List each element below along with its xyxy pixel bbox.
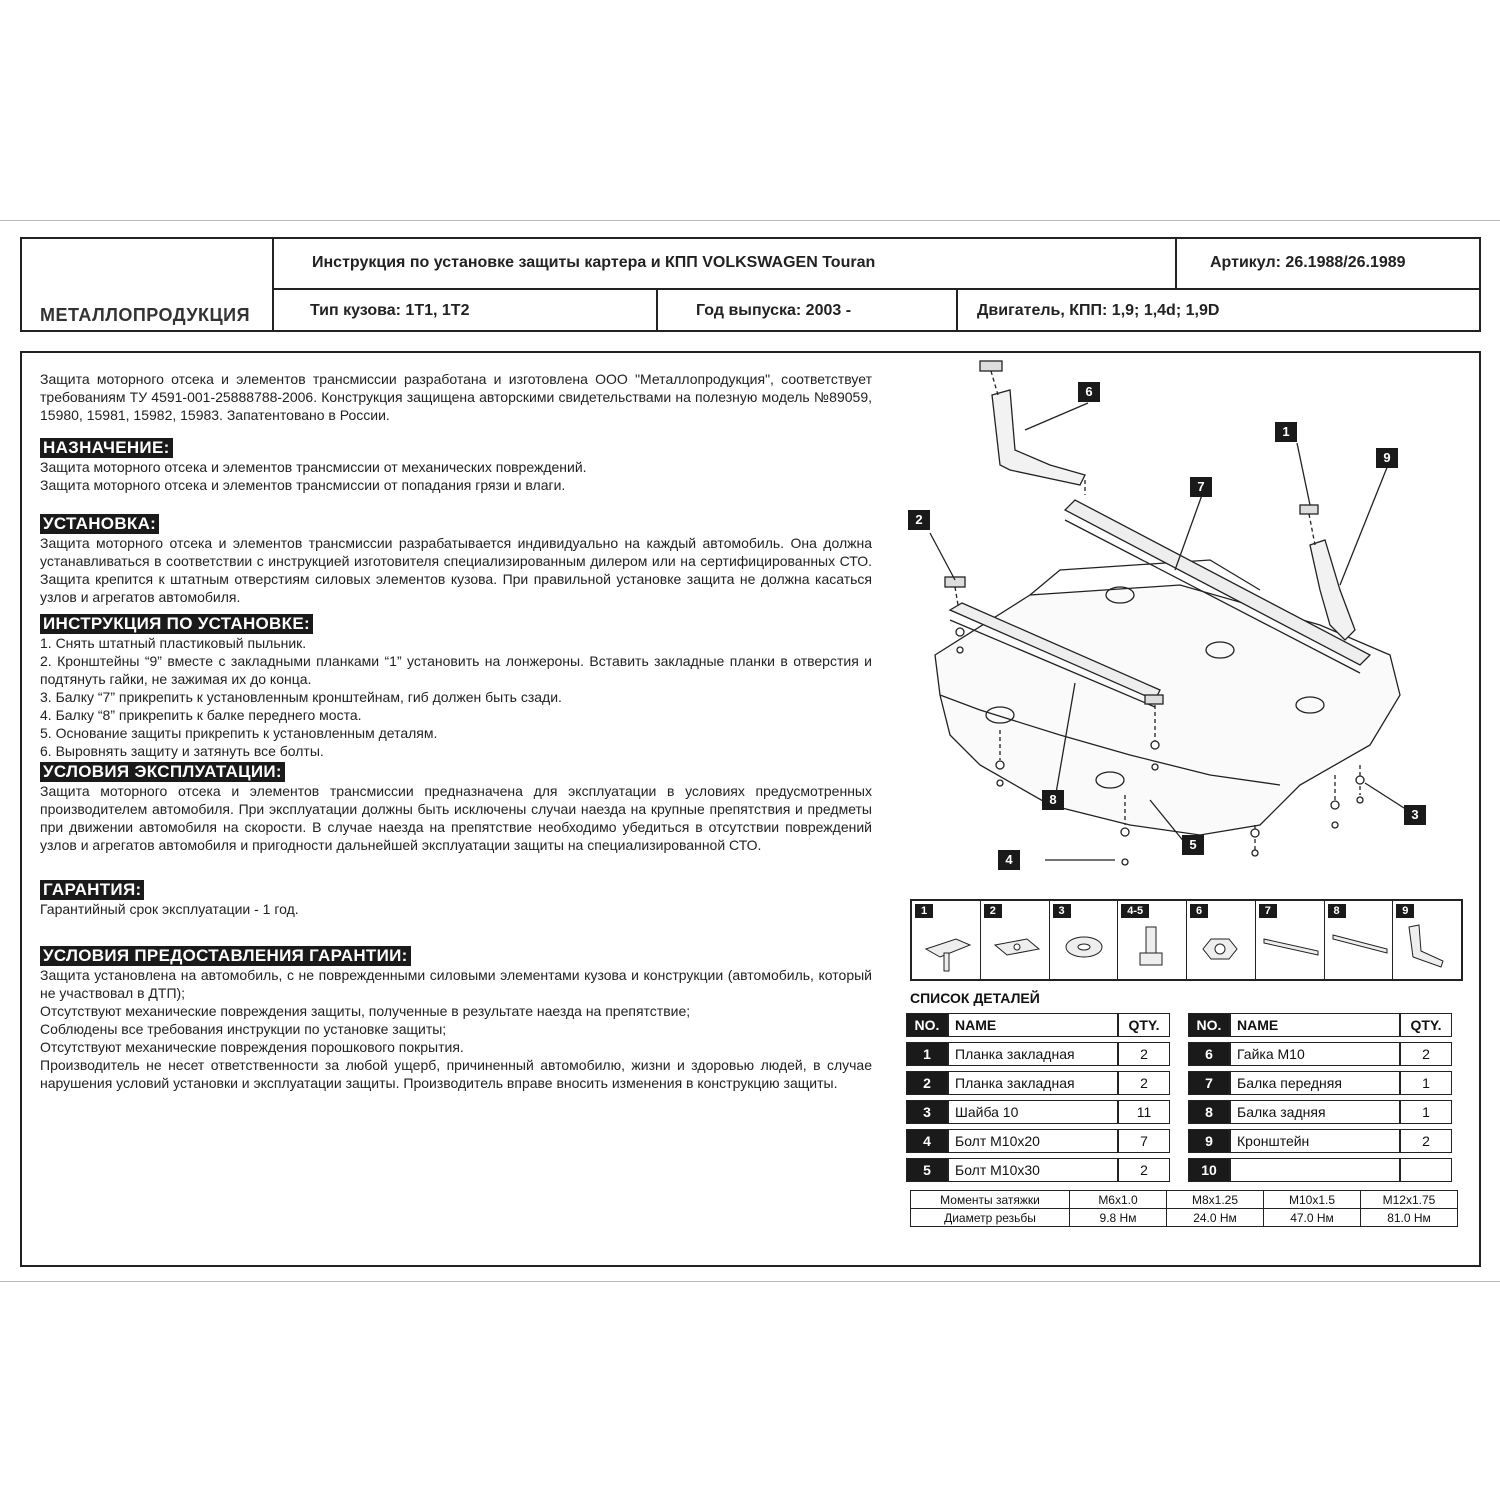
row-name: Кронштейн [1230, 1129, 1400, 1153]
diagram-callout: 1 [1275, 422, 1297, 442]
part-number: 8 [1328, 904, 1346, 918]
section-title: ИНСТРУКЦИЯ ПО УСТАНОВКЕ: [40, 614, 313, 634]
part-number: 1 [915, 904, 933, 918]
bracket-icon [1399, 921, 1457, 979]
engine-info: Двигатель, КПП: 1,9; 1,4d; 1,9D [977, 302, 1220, 319]
col-name: NAME [1230, 1013, 1400, 1037]
torque-value: 24.0 Нм [1167, 1209, 1264, 1227]
thread-size: М12х1.75 [1361, 1191, 1458, 1209]
row-qty: 2 [1118, 1042, 1170, 1066]
row-name [1230, 1158, 1400, 1182]
body-type: Тип кузова: 1Т1, 1Т2 [310, 302, 470, 319]
row-name: Болт М10х30 [948, 1158, 1118, 1182]
row-qty: 2 [1400, 1042, 1452, 1066]
row-name: Планка закладная [948, 1071, 1118, 1095]
purpose-line: Защита моторного отсека и элементов трансмиссии от механических повреждений. [40, 459, 587, 475]
col-no: NO. [906, 1013, 948, 1037]
parts-strip [910, 899, 1463, 981]
bolt-icon [1124, 921, 1182, 979]
assembly-diagram [880, 355, 1460, 895]
header-row-divider [272, 288, 1479, 290]
row-qty: 2 [1118, 1071, 1170, 1095]
instruction-step: 6. Выровнять защиту и затянуть все болты. [40, 743, 324, 759]
instruction-step: 1. Снять штатный пластиковый пыльник. [40, 635, 307, 651]
row-no: 2 [906, 1071, 948, 1095]
diagram-callout: 3 [1404, 805, 1426, 825]
article-number: Артикул: 26.1988/26.1989 [1210, 254, 1406, 271]
logo-cell [22, 239, 274, 330]
brand-logo: МЕТАЛЛОПРОДУКЦИЯ [40, 305, 251, 325]
row-qty: 2 [1118, 1158, 1170, 1182]
installation-text: Защита моторного отсека и элементов трансмиссии разрабатывается индивидуально на каждый автомобиль. Она должна устанавливаться в соответствии с инструкцией изготовителя специализированным дилером или на сертифицированных СТО. Защита крепится к штатным отверстиям силовых элементов кузова. При правильной установке защита не должна касаться узлов и агрегатов автомобиля. [40, 535, 872, 605]
instruction-step: 4. Балку “8” прикрепить к балке переднего моста. [40, 707, 362, 723]
diagram-callout: 6 [1078, 382, 1100, 402]
row-no: 7 [1188, 1071, 1230, 1095]
col-qty: QTY. [1118, 1013, 1170, 1037]
table-row [906, 1129, 1170, 1153]
warranty-condition: Отсутствуют механические повреждения порошкового покрытия. [40, 1039, 464, 1055]
embedded-plate-icon [918, 921, 976, 979]
table-row [906, 1100, 1170, 1124]
warranty-condition: Защита установлена на автомобиль, с не поврежденными силовыми элементами кузова и конструкции (автомобиль, который не участвовал в ДТП); [40, 967, 872, 1001]
part-number: 6 [1190, 904, 1208, 918]
row-no: 8 [1188, 1100, 1230, 1124]
diagram-callout: 9 [1376, 448, 1398, 468]
row-qty: 2 [1400, 1129, 1452, 1153]
table-row [911, 1209, 1458, 1227]
purpose-line: Защита моторного отсека и элементов трансмиссии от попадания грязи и влаги. [40, 477, 566, 493]
torque-value: 9.8 Нм [1070, 1209, 1167, 1227]
row-name: Балка задняя [1230, 1100, 1400, 1124]
section-title: УСЛОВИЯ ПРЕДОСТАВЛЕНИЯ ГАРАНТИИ: [40, 946, 411, 966]
diagram-callout: 5 [1182, 835, 1204, 855]
torque-table [910, 1190, 1458, 1227]
row-no: 1 [906, 1042, 948, 1066]
table-row [1188, 1042, 1452, 1066]
row-no: 9 [1188, 1129, 1230, 1153]
plate-icon [987, 921, 1045, 979]
warranty-text: Гарантийный срок эксплуатации - 1 год. [40, 901, 299, 917]
col-qty: QTY. [1400, 1013, 1452, 1037]
row-name: Шайба 10 [948, 1100, 1118, 1124]
warranty-condition: Отсутствуют механические повреждения защиты, полученные в результате наезда на препятствие; [40, 1003, 691, 1019]
part-thumbnail [1256, 901, 1325, 979]
parts-list-title: СПИСОК ДЕТАЛЕЙ [910, 990, 1040, 1006]
section-title: ГАРАНТИЯ: [40, 880, 144, 900]
diagram-callout: 8 [1042, 790, 1064, 810]
table-row [1188, 1158, 1452, 1182]
torque-value: 81.0 Нм [1361, 1209, 1458, 1227]
row-qty: 11 [1118, 1100, 1170, 1124]
part-thumbnail [1393, 901, 1461, 979]
bracket-left [992, 390, 1085, 485]
row-no: 4 [906, 1129, 948, 1153]
part-number: 3 [1053, 904, 1071, 918]
row-name: Гайка М10 [1230, 1042, 1400, 1066]
operation-text: Защита моторного отсека и элементов трансмиссии предназначена для эксплуатации в условиях предусмотренных производителем автомобиля. При эксплуатации должны быть исключены случаи наезда на крупные препятствия и предметы при движении автомобиля на скорости. В случае наезда на препятствие необходимо убедиться в отсутствии повреждений узлов и агрегатов автомобиля и пригодности дальнейшей эксплуатации защиты на специализированной СТО. [40, 783, 872, 853]
table-row [906, 1158, 1170, 1182]
section-title: УСЛОВИЯ ЭКСПЛУАТАЦИИ: [40, 762, 285, 782]
instruction-step: 3. Балку “7” прикрепить к установленным кронштейнам, гиб должен быть сзади. [40, 689, 562, 705]
parts-table-right [1188, 1008, 1452, 1187]
diagram-callout: 4 [998, 850, 1020, 870]
col-name: NAME [948, 1013, 1118, 1037]
row-no: 5 [906, 1158, 948, 1182]
diagram-callout: 7 [1190, 477, 1212, 497]
parts-table-left [906, 1008, 1170, 1187]
row-no: 10 [1188, 1158, 1230, 1182]
part-thumbnail [1050, 901, 1119, 979]
header-frame [20, 237, 1481, 332]
table-row [1188, 1129, 1452, 1153]
thread-size: М10х1.5 [1264, 1191, 1361, 1209]
front-beam-icon [1262, 921, 1320, 979]
part-thumbnail [1118, 901, 1187, 979]
assembly-drawing [880, 355, 1460, 895]
part-thumbnail [1187, 901, 1256, 979]
col-no: NO. [1188, 1013, 1230, 1037]
part-number: 9 [1396, 904, 1414, 918]
rear-beam-icon [1331, 921, 1389, 979]
table-row [1188, 1100, 1452, 1124]
warranty-condition: Производитель не несет ответственности за любой ущерб, причиненный автомобилю, жизни и здоровью людей, в случае нарушения условий установки и эксплуатации защиты. Производитель вправе вносить изменения в конструкцию защиты. [40, 1057, 872, 1091]
row-no: 6 [1188, 1042, 1230, 1066]
row-qty: 1 [1400, 1100, 1452, 1124]
washer-icon [1056, 921, 1114, 979]
diagram-callout: 2 [908, 510, 930, 530]
table-row [911, 1191, 1458, 1209]
row-no: 3 [906, 1100, 948, 1124]
section-title: НАЗНАЧЕНИЕ: [40, 438, 173, 458]
row-name: Балка передняя [1230, 1071, 1400, 1095]
section-title: УСТАНОВКА: [40, 514, 159, 534]
torque-label: Моменты затяжки [911, 1191, 1070, 1209]
row-name: Планка закладная [948, 1042, 1118, 1066]
header-divider [956, 288, 958, 330]
table-row [1188, 1071, 1452, 1095]
thread-size: М6х1.0 [1070, 1191, 1167, 1209]
row-qty: 1 [1400, 1071, 1452, 1095]
thread-label: Диаметр резьбы [911, 1209, 1070, 1227]
table-header [1188, 1013, 1452, 1037]
part-thumbnail [912, 901, 981, 979]
table-row [906, 1042, 1170, 1066]
thread-size: М8х1.25 [1167, 1191, 1264, 1209]
production-year: Год выпуска: 2003 - [696, 302, 852, 319]
header-divider [656, 288, 658, 330]
document-title: Инструкция по установке защиты картера и КПП VOLKSWAGEN Touran [312, 254, 876, 271]
table-header [906, 1013, 1170, 1037]
header-divider [1175, 239, 1177, 288]
instruction-step: 5. Основание защиты прикрепить к установленным деталям. [40, 725, 438, 741]
intro-text: Защита моторного отсека и элементов трансмиссии разработана и изготовлена ООО "Металлопродукция", соответствует требованиям ТУ 4591-001-25888788-2006. Конструкция защищена авторскими свидетельствами на полезную модель №89059, 15980, 15981, 15982, 15983. Запатентовано в России. [40, 371, 872, 423]
instruction-step: 2. Кронштейны “9” вместе с закладными планками “1” установить на лонжероны. Вставить закладные планки в отверстия и подтянуть гайки, не зажимая их до конца. [40, 653, 872, 687]
row-qty [1400, 1158, 1452, 1182]
row-name: Болт М10х20 [948, 1129, 1118, 1153]
part-number: 4-5 [1121, 904, 1149, 918]
part-number: 7 [1259, 904, 1277, 918]
text-column [40, 370, 872, 1092]
row-qty: 7 [1118, 1129, 1170, 1153]
nut-icon [1193, 921, 1251, 979]
part-thumbnail [981, 901, 1050, 979]
table-row [906, 1071, 1170, 1095]
part-number: 2 [984, 904, 1002, 918]
warranty-condition: Соблюдены все требования инструкции по установке защиты; [40, 1021, 447, 1037]
torque-value: 47.0 Нм [1264, 1209, 1361, 1227]
part-thumbnail [1325, 901, 1394, 979]
